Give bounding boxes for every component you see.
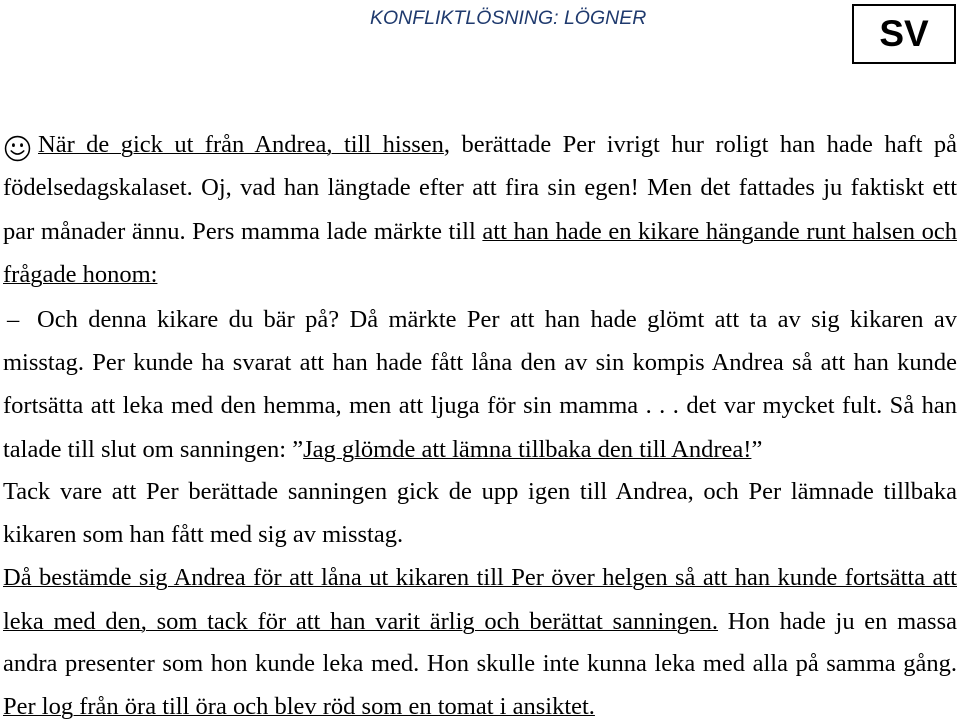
underlined-text: att han hade en kikare hängande runt halsen och bbox=[482, 218, 957, 245]
underlined-text: Jag glömde att lämna tillbaka den till Andrea! bbox=[303, 436, 752, 463]
story-line bbox=[3, 652, 957, 676]
story-text: par månader ännu. Pers mamma lade märkte till bbox=[3, 218, 483, 245]
story-line bbox=[3, 351, 957, 375]
language-badge: SV bbox=[852, 4, 956, 64]
story-line bbox=[3, 695, 957, 719]
story-line bbox=[3, 263, 957, 287]
story-text: Hon hade ju en massa bbox=[718, 608, 957, 635]
underlined-text: Per log från öra till öra och blev röd som en tomat i ansiktet. bbox=[3, 693, 595, 720]
story-line bbox=[3, 220, 957, 244]
dialogue-dash: – bbox=[7, 306, 20, 333]
story-line bbox=[38, 133, 957, 157]
story-text: Och denna kikare du bär på? Då märkte Per att han hade glömt att ta av sig kikaren av bbox=[37, 306, 957, 333]
story-line bbox=[3, 610, 957, 634]
story-text: , berättade Per ivrigt hur roligt han hade haft på bbox=[443, 131, 957, 158]
story-text: Tack vare att Per berättade sanningen gick de upp igen till Andrea, och Per lämnade tillbaka bbox=[3, 478, 957, 505]
story-line bbox=[3, 480, 957, 504]
story-text: födelsedagskalaset. Oj, vad han längtade efter att fira sin egen! Men det fattades ju faktiskt ett bbox=[3, 174, 957, 201]
story-line bbox=[3, 523, 957, 547]
underlined-text: frågade honom: bbox=[3, 261, 158, 288]
story-line bbox=[3, 176, 957, 200]
story-text: kikaren som han fått med sig av misstag. bbox=[3, 521, 404, 548]
story-text: ” bbox=[751, 436, 763, 463]
story-text: andra presenter som hon kunde leka med. Hon skulle inte kunna leka med alla på samma gång. bbox=[3, 650, 957, 677]
underlined-text: leka med den, som tack för att han varit ärlig och berättat sanningen. bbox=[3, 608, 719, 635]
story-line bbox=[3, 394, 957, 418]
story-line bbox=[3, 438, 957, 462]
story-line bbox=[3, 566, 957, 590]
story-line bbox=[37, 308, 957, 332]
story-text: misstag. Per kunde ha svarat att han hade fått låna den av sin kompis Andrea så att han kunde bbox=[3, 349, 957, 376]
story-text: talade till slut om sanningen: ” bbox=[3, 436, 304, 463]
page-title: KONFLIKTLÖSNING: LÖGNER bbox=[370, 7, 647, 29]
underlined-text: Då bestämde sig Andrea för att låna ut kikaren till Per över helgen så att han kunde fortsätta att bbox=[3, 564, 957, 591]
smiley-icon bbox=[4, 135, 31, 162]
underlined-text: När de gick ut från Andrea, till hissen bbox=[38, 131, 444, 158]
story-text: fortsätta att leka med den hemma, men att ljuga för sin mamma . . . det var mycket fult. Så han bbox=[3, 392, 957, 419]
